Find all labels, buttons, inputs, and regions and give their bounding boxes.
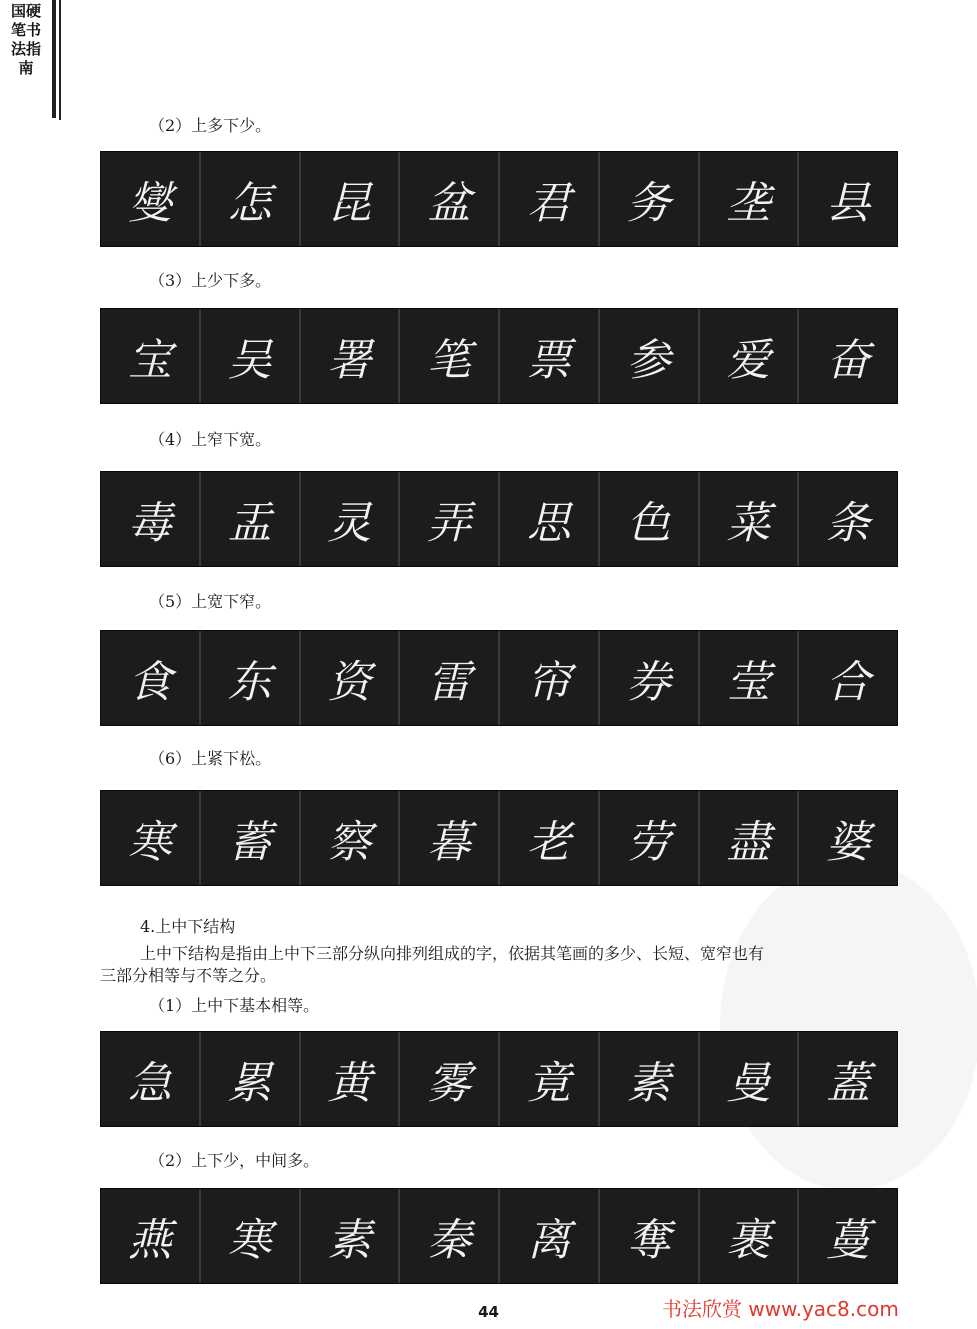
calligraphy-char: 署 (301, 309, 401, 403)
calligraphy-char: 色 (600, 472, 700, 566)
calligraphy-strip (100, 1188, 898, 1284)
calligraphy-char: 婆 (826, 817, 871, 868)
calligraphy-char: 东 (201, 631, 301, 725)
calligraphy-char: 老 (500, 791, 600, 885)
calligraphy-char: 雷 (400, 631, 500, 725)
calligraphy-strip (100, 1031, 898, 1127)
calligraphy-strip (100, 630, 898, 726)
calligraphy-char: 帘 (500, 631, 600, 725)
calligraphy-char: 劳 (600, 791, 700, 885)
calligraphy-char: 燮 (101, 152, 201, 246)
section-label: （2）上下少，中间多。 (149, 1151, 320, 1170)
calligraphy-char: 蓄 (201, 791, 301, 885)
calligraphy-char: 盆 (400, 152, 500, 246)
calligraphy-char: 菜 (700, 472, 800, 566)
calligraphy-char: 秦 (400, 1189, 500, 1283)
calligraphy-char: 奪 (600, 1189, 700, 1283)
calligraphy-char: 县 (826, 178, 871, 229)
calligraphy-char: 参 (600, 309, 700, 403)
paragraph-line: 三部分相等与不等之分。 (100, 966, 277, 985)
calligraphy-char: 雾 (400, 1032, 500, 1126)
calligraphy-char: 毒 (101, 472, 201, 566)
calligraphy-char: 券 (600, 631, 700, 725)
calligraphy-char: 燕 (101, 1189, 201, 1283)
section-label: （5）上宽下窄。 (149, 592, 272, 611)
calligraphy-strip (100, 308, 898, 404)
calligraphy-char: 票 (500, 309, 600, 403)
calligraphy-char: 寒 (101, 791, 201, 885)
calligraphy-char: 君 (500, 152, 600, 246)
page-number: 44 (478, 1303, 499, 1321)
calligraphy-char: 资 (301, 631, 401, 725)
calligraphy-char: 竟 (500, 1032, 600, 1126)
calligraphy-strip (100, 151, 898, 247)
site-watermark: 书法欣赏 www.yac8.com (662, 1297, 899, 1321)
calligraphy-char: 灵 (301, 472, 401, 566)
calligraphy-char: 条 (826, 498, 871, 549)
section-heading: 4.上中下结构 (140, 917, 236, 936)
calligraphy-char: 合 (826, 657, 871, 708)
calligraphy-char: 蔓 (826, 1215, 871, 1266)
background-seal-watermark (720, 860, 977, 1190)
calligraphy-char: 盂 (201, 472, 301, 566)
calligraphy-char: 思 (500, 472, 600, 566)
calligraphy-strip (100, 790, 898, 886)
calligraphy-strip (100, 471, 898, 567)
section-label: （2）上多下少。 (149, 116, 272, 135)
section-label: （1）上中下基本相等。 (149, 996, 320, 1015)
calligraphy-char: 奋 (826, 335, 871, 386)
section-label: （3）上少下多。 (149, 271, 272, 290)
section-label: （4）上窄下宽。 (149, 430, 272, 449)
book-title-vertical: 国硬笔书法指南 (10, 2, 41, 77)
calligraphy-char: 曼 (700, 1032, 800, 1126)
calligraphy-char: 怎 (201, 152, 301, 246)
calligraphy-char: 裹 (700, 1189, 800, 1283)
calligraphy-char: 黄 (301, 1032, 401, 1126)
calligraphy-char: 急 (101, 1032, 201, 1126)
calligraphy-char: 离 (500, 1189, 600, 1283)
calligraphy-char: 垄 (700, 152, 800, 246)
book-title-sidebar (0, 0, 62, 120)
calligraphy-char: 莹 (700, 631, 800, 725)
calligraphy-char: 爱 (700, 309, 800, 403)
calligraphy-char: 暮 (400, 791, 500, 885)
section-label: （6）上紧下松。 (149, 749, 272, 768)
calligraphy-char: 察 (301, 791, 401, 885)
calligraphy-char: 累 (201, 1032, 301, 1126)
sidebar-rule-thin (59, 0, 61, 120)
calligraphy-char: 素 (600, 1032, 700, 1126)
calligraphy-char: 盡 (700, 791, 800, 885)
calligraphy-char: 宝 (101, 309, 201, 403)
calligraphy-char: 寒 (201, 1189, 301, 1283)
calligraphy-char: 素 (301, 1189, 401, 1283)
sidebar-rule (52, 0, 56, 118)
calligraphy-char: 蓋 (826, 1058, 871, 1109)
calligraphy-char: 昆 (301, 152, 401, 246)
calligraphy-char: 笔 (400, 309, 500, 403)
calligraphy-char: 务 (600, 152, 700, 246)
calligraphy-char: 食 (101, 631, 201, 725)
paragraph-line: 上中下结构是指由上中下三部分纵向排列组成的字，依据其笔画的多少、长短、宽窄也有 (140, 944, 765, 963)
calligraphy-char: 吴 (201, 309, 301, 403)
calligraphy-char: 弄 (400, 472, 500, 566)
